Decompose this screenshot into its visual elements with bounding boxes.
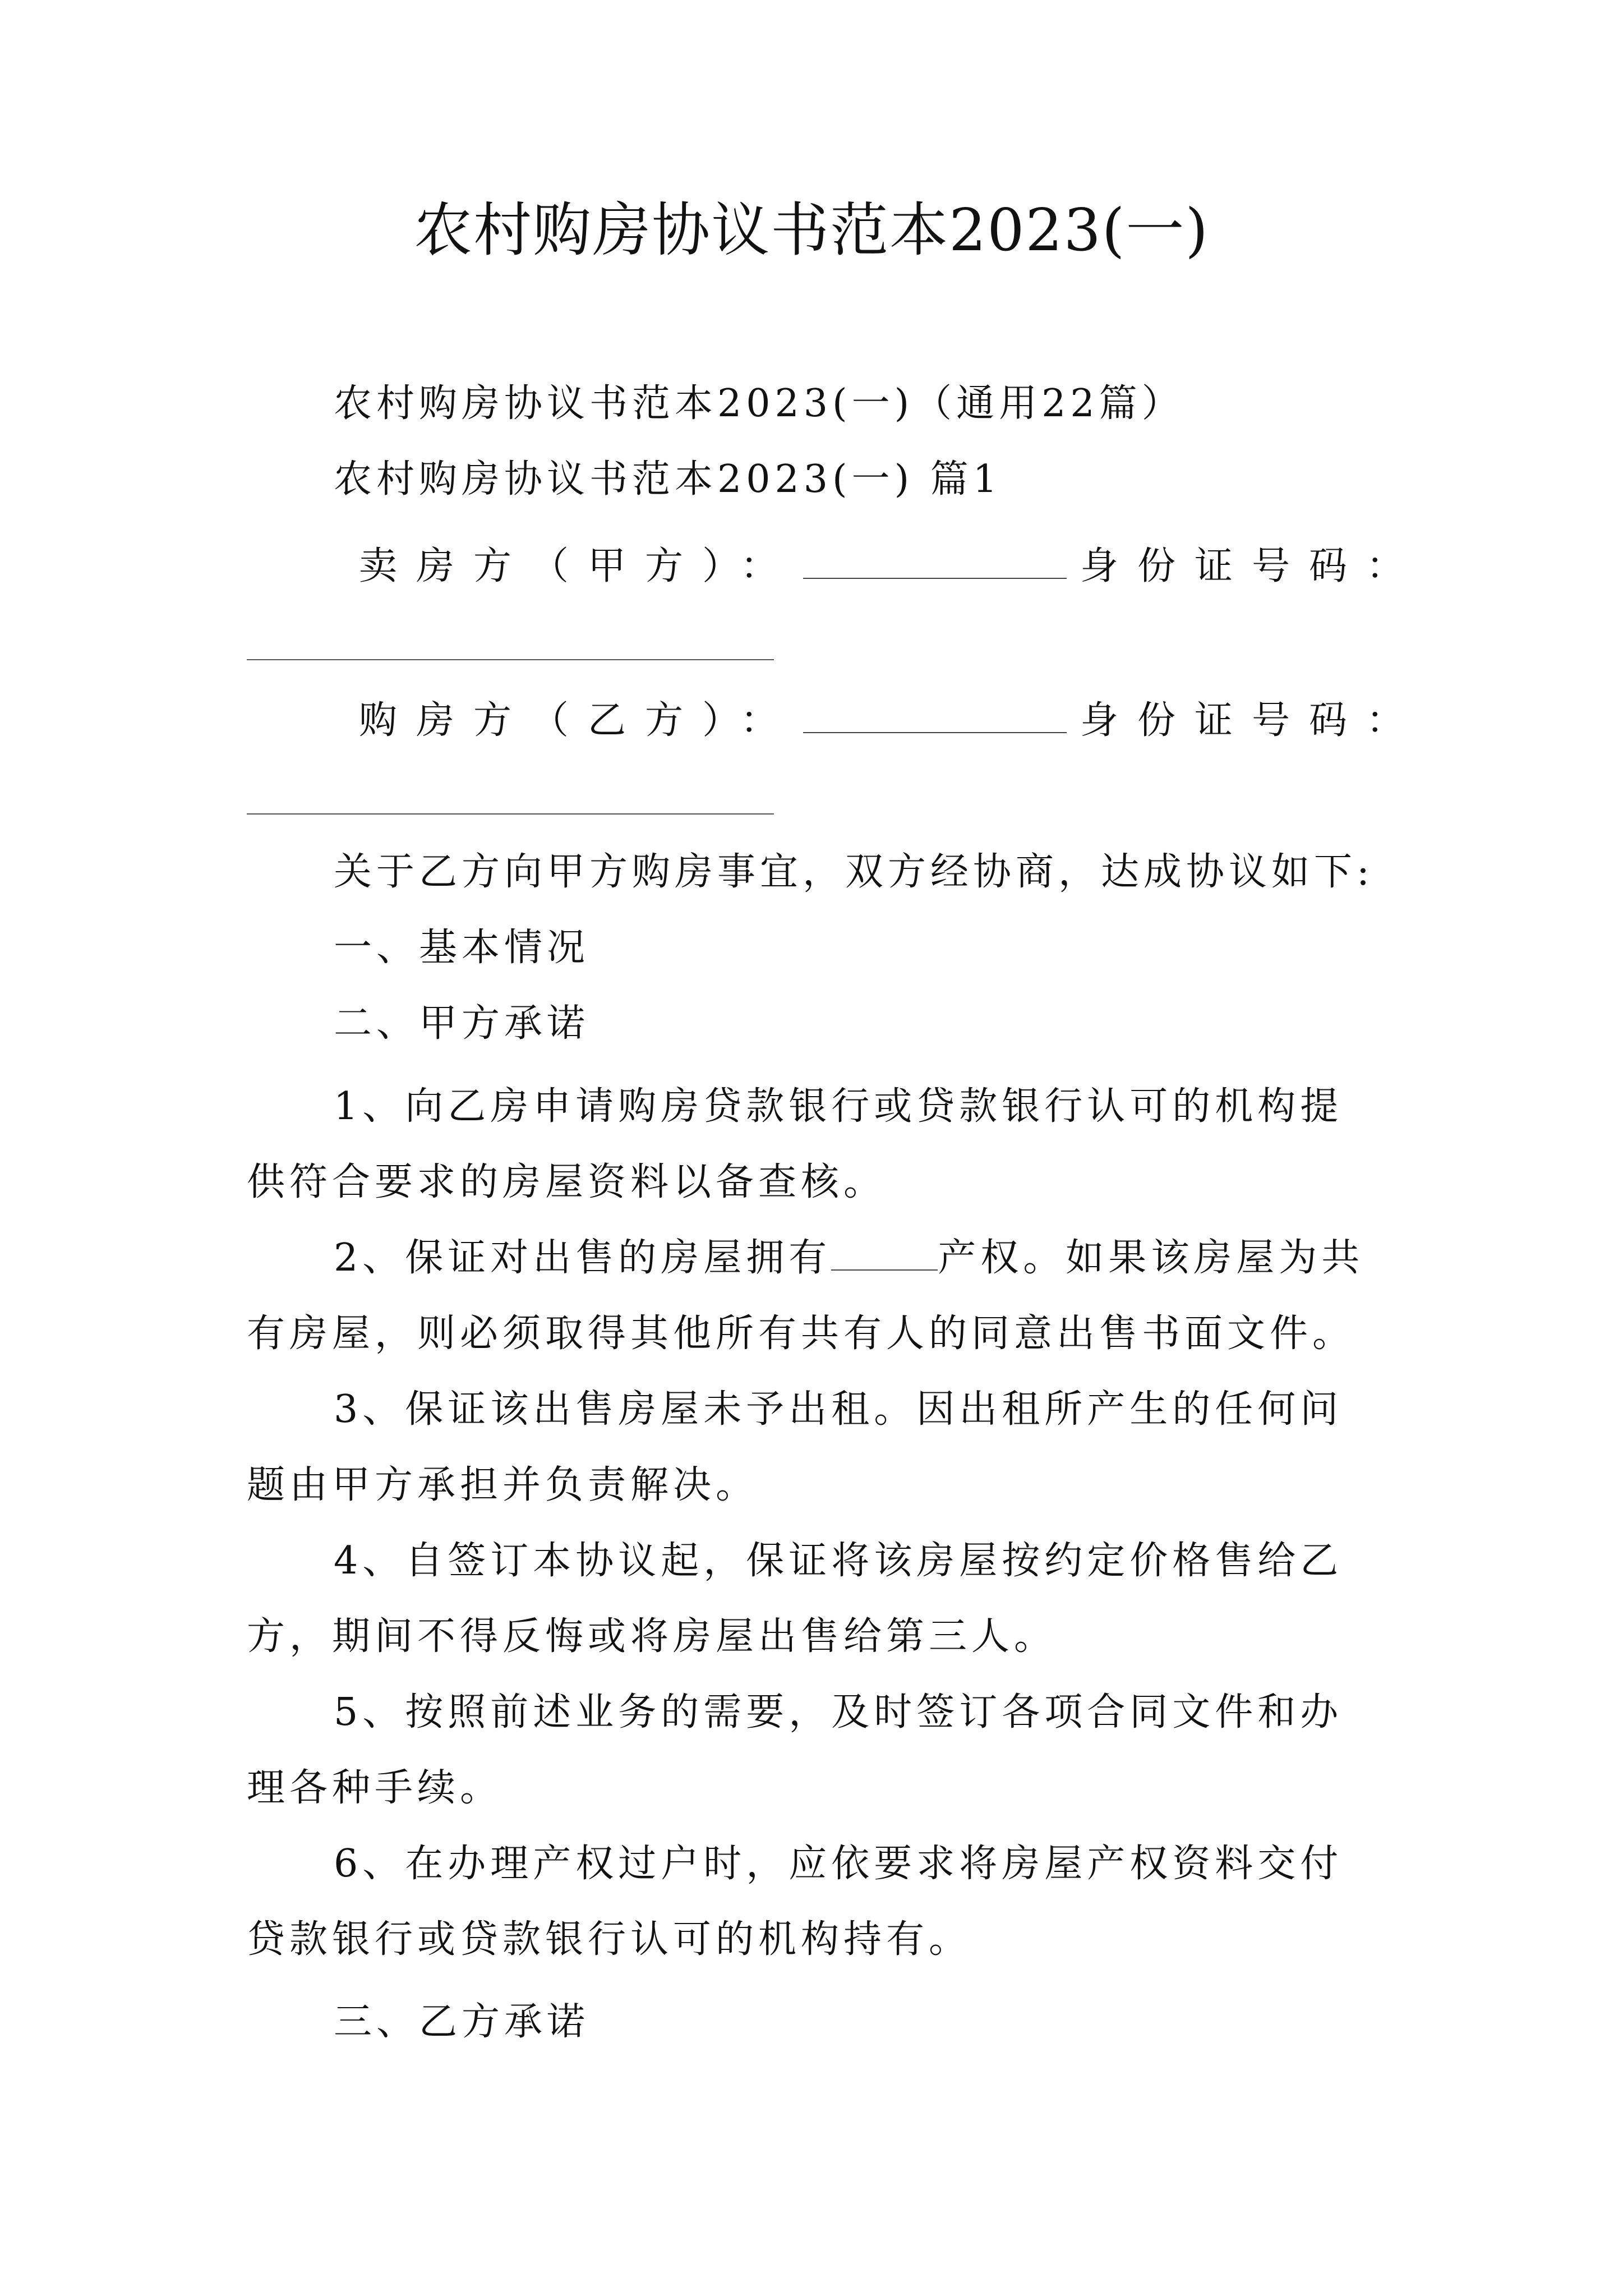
party-a-item-2-after: 产权。如果该房屋为共有房屋，则必须取得其他所有共有人的同意出售书面文件。 xyxy=(247,1236,1364,1356)
buyer-label: 购房方（乙方）： xyxy=(359,698,798,743)
document-title: 农村购房协议书范本2023(一) xyxy=(414,196,1209,264)
heading-party-b-commitments: 三、乙方承诺 xyxy=(334,2000,590,2044)
party-a-item-1: 1、向乙房申请购房贷款银行或贷款银行认可的机构提供符合要求的房屋资料以备查核。 xyxy=(247,1084,1343,1204)
party-a-item-6: 6、在办理产权过户时，应依要求将房屋产权资料交付贷款银行或贷款银行认可的机构持有。 xyxy=(247,1842,1343,1962)
seller-label: 卖房方（甲方）： xyxy=(359,544,798,588)
section-heading: 农村购房协议书范本2023(一) 篇1 xyxy=(334,457,1002,501)
buyer-line xyxy=(359,696,1424,746)
buyer-id-label: 身份证号码： xyxy=(1080,698,1424,743)
seller-id-blank xyxy=(247,659,774,660)
buyer-id-blank xyxy=(247,813,774,815)
party-a-item-4: 4、自签订本协议起，保证将该房屋按约定价格售给乙方，期间不得反悔或将房屋出售给第三人。 xyxy=(247,1539,1343,1659)
seller-name-blank xyxy=(803,545,1067,579)
heading-basic-info: 一、基本情况 xyxy=(334,926,590,970)
party-a-item-2 xyxy=(247,1220,1380,1372)
party-a-item-5: 5、按照前述业务的需要，及时签订各项合同文件和办理各种手续。 xyxy=(247,1690,1343,1810)
seller-id-label: 身份证号码： xyxy=(1080,544,1424,588)
seller-line xyxy=(359,541,1424,592)
heading-party-a-commitments: 二、甲方承诺 xyxy=(334,1001,590,1046)
party-a-item-3: 3、保证该出售房屋未予出租。因出租所产生的任何问题由甲方承担并负责解决。 xyxy=(247,1387,1343,1507)
buyer-name-blank xyxy=(803,700,1067,733)
document-subtitle: 农村购房协议书范本2023(一)（通用22篇） xyxy=(334,381,1184,426)
property-right-blank xyxy=(831,1237,938,1271)
party-a-item-2-before: 2、保证对出售的房屋拥有 xyxy=(334,1236,832,1280)
agreement-intro: 关于乙方向甲方购房事宜，双方经协商，达成协议如下: xyxy=(334,850,1374,894)
